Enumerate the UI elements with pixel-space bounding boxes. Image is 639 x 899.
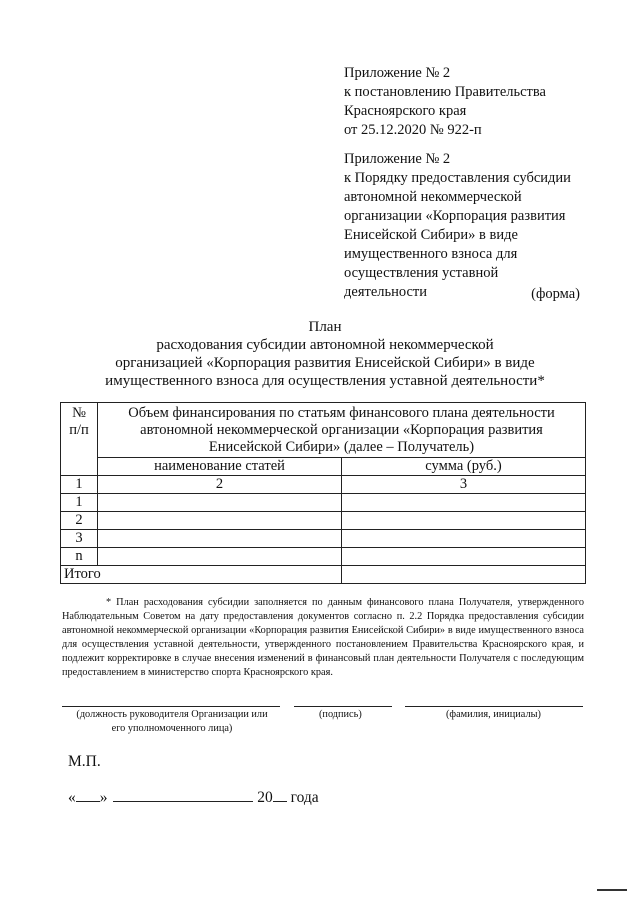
appendix-header-1 bbox=[344, 64, 546, 140]
appendix-2-line: имущественного взноса для bbox=[344, 246, 518, 262]
numbering-cell: 2 bbox=[98, 476, 342, 494]
appendix-2-line: организации «Корпорация развития bbox=[344, 208, 566, 224]
header-line: автономной некоммерческой организации «Корпорация развития bbox=[140, 422, 543, 438]
appendix-2-line: Енисейской Сибири» в виде bbox=[344, 227, 518, 243]
row-number: 3 bbox=[61, 530, 98, 548]
number-abbrev: п/п bbox=[69, 422, 89, 438]
date-close-quote: » bbox=[99, 789, 108, 806]
year-prefix: 20 bbox=[257, 789, 273, 806]
signature-line bbox=[294, 706, 392, 707]
number-column-header bbox=[61, 403, 98, 476]
stamp-label: М.П. bbox=[68, 753, 101, 770]
items-column-header: наименование статей bbox=[98, 458, 342, 476]
table-row bbox=[61, 512, 586, 530]
appendix-1-line: к постановлению Правительства bbox=[344, 84, 546, 100]
signature-caption: (подпись) bbox=[319, 709, 362, 720]
item-cell bbox=[98, 530, 342, 548]
amount-column-header: сумма (руб.) bbox=[342, 458, 586, 476]
table-row bbox=[61, 548, 586, 566]
footnote bbox=[62, 596, 584, 680]
plan-title-line: расходования субсидии автономной некоммерческой bbox=[156, 337, 494, 353]
appendix-header-2 bbox=[344, 150, 571, 302]
date-open-quote: « bbox=[68, 789, 76, 806]
table-subheader-row bbox=[61, 458, 586, 476]
header-line: Енисейской Сибири» (далее – Получатель) bbox=[208, 439, 475, 455]
name-signature-line bbox=[405, 706, 583, 707]
row-number: 1 bbox=[61, 494, 98, 512]
appendix-2-line: автономной некоммерческой bbox=[344, 189, 522, 205]
row-number: n bbox=[61, 548, 98, 566]
day-blank bbox=[76, 801, 100, 802]
year-blank bbox=[273, 801, 287, 802]
plan-title-line: организацией «Корпорация развития Енисейской Сибири» в виде bbox=[115, 355, 535, 371]
numbering-row bbox=[61, 476, 586, 494]
year-word: года bbox=[290, 789, 319, 806]
scan-corner-mark bbox=[597, 889, 627, 891]
table-row bbox=[61, 530, 586, 548]
appendix-2-line: к Порядку предоставления субсидии bbox=[344, 170, 571, 186]
appendix-1-line: Красноярского края bbox=[344, 103, 467, 119]
item-cell bbox=[98, 548, 342, 566]
table-header-row bbox=[61, 403, 586, 458]
footnote-text: * План расходования субсидии заполняется по данным финансового плана Получателя, утвержденного Наблюдательным Советом на дату предоставления документов согласно п. 2.2 Порядка предоставления субсидии автономной некоммерческой организации «Корпорация развития Енисейской Сибири» в виде имущественного взноса для осуществления уставной деятельности, утвержденного постановлением Правительства Красноярского края, и подлежит корректировке в случае внесения изменений в финансовый план деятельности Получателя с последующим предоставлением в министерство спорта Красноярского края. bbox=[62, 597, 584, 678]
form-label: (форма) bbox=[531, 286, 580, 302]
row-number: 2 bbox=[61, 512, 98, 530]
number-symbol: № bbox=[72, 405, 86, 421]
position-caption-line: (должность руководителя Организации или bbox=[76, 709, 268, 720]
amount-cell bbox=[342, 548, 586, 566]
month-blank bbox=[113, 801, 253, 802]
header-line: Объем финансирования по статьям финансового плана деятельности bbox=[128, 405, 555, 421]
appendix-2-line: осуществления уставной bbox=[344, 265, 499, 281]
item-cell bbox=[98, 512, 342, 530]
plan-title-line: имущественного взноса для осуществления уставной деятельности* bbox=[105, 373, 545, 389]
amount-cell bbox=[342, 494, 586, 512]
numbering-cell: 1 bbox=[61, 476, 98, 494]
plan-title bbox=[60, 318, 590, 390]
item-cell bbox=[98, 494, 342, 512]
date-line bbox=[68, 789, 319, 807]
appendix-2-line: деятельности bbox=[344, 284, 428, 300]
position-signature-line bbox=[62, 706, 280, 707]
plan-heading: План bbox=[308, 319, 342, 335]
total-amount bbox=[342, 566, 586, 584]
financing-table bbox=[60, 402, 586, 584]
amount-cell bbox=[342, 512, 586, 530]
numbering-cell: 3 bbox=[342, 476, 586, 494]
position-caption-line: его уполномоченного лица) bbox=[111, 723, 233, 734]
financing-volume-header bbox=[98, 403, 586, 458]
appendix-1-line: от 25.12.2020 № 922-п bbox=[344, 122, 482, 138]
appendix-2-line: Приложение № 2 bbox=[344, 151, 451, 167]
table-row bbox=[61, 494, 586, 512]
position-caption bbox=[62, 708, 282, 736]
total-row bbox=[61, 566, 586, 584]
amount-cell bbox=[342, 530, 586, 548]
total-label: Итого bbox=[61, 566, 342, 584]
appendix-1-line: Приложение № 2 bbox=[344, 65, 451, 81]
name-caption: (фамилия, инициалы) bbox=[446, 709, 541, 720]
